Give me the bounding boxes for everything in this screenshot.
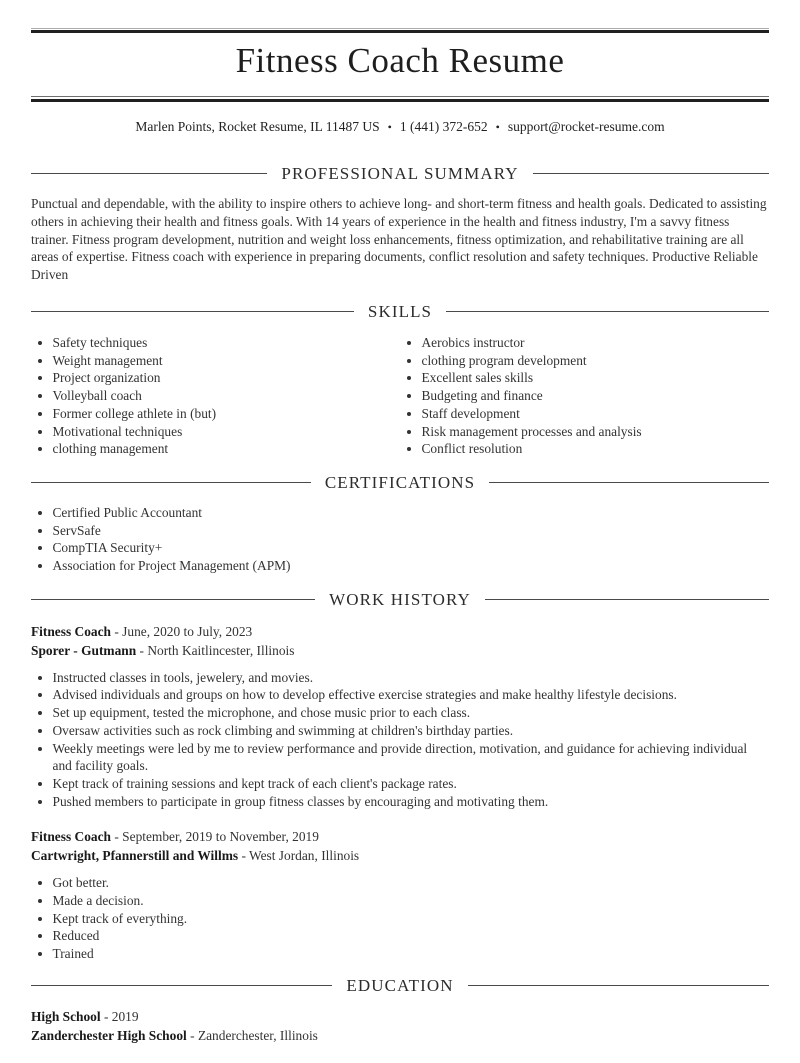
- skills-columns: [31, 334, 769, 458]
- skill-item: • Project organization: [53, 369, 401, 387]
- certification-item: • Certified Public Accountant: [53, 504, 770, 522]
- job-dates: June, 2020 to July, 2023: [122, 623, 253, 639]
- education-entry: [31, 1007, 769, 1045]
- heading-rule-right: [485, 599, 769, 600]
- heading-rule-left: [31, 599, 315, 600]
- job-dates: September, 2019 to November, 2019: [122, 829, 319, 845]
- education-school: Zanderchester High School: [31, 1027, 187, 1043]
- contact-address: Marlen Points, Rocket Resume, IL 11487 US: [135, 119, 380, 134]
- heading-rule-left: [31, 482, 311, 483]
- dash-separator: -: [190, 1027, 195, 1043]
- skill-item: • Excellent sales skills: [422, 369, 770, 387]
- heading-rule-right: [446, 311, 769, 312]
- job-bullet: • Advised individuals and groups on how to develop effective exercise strategies and make healthy lifestyle decisions.: [53, 686, 770, 704]
- skill-item: • clothing program development: [422, 352, 770, 370]
- job-bullet-list: [31, 874, 769, 963]
- job-title: Fitness Coach: [31, 623, 111, 639]
- skills-list-left: [31, 334, 400, 458]
- job-bullet: • Kept track of training sessions and kept track of each client's package rates.: [53, 775, 770, 793]
- resume-page: [0, 28, 800, 1063]
- job-bullet: • Instructed classes in tools, jewelery, and movies.: [53, 669, 770, 687]
- job-entry: [31, 827, 769, 963]
- education-school-line: [31, 1026, 769, 1045]
- job-bullet: • Oversaw activities such as rock climbing and swimming at children's birthday parties.: [53, 722, 770, 740]
- certifications-list: [31, 504, 769, 575]
- skill-item: • clothing management: [53, 440, 401, 458]
- dash-separator: -: [114, 829, 119, 845]
- dash-separator: -: [139, 642, 144, 658]
- education-section: [31, 975, 769, 1045]
- job-title-line: [31, 622, 769, 641]
- education-degree: High School: [31, 1008, 101, 1024]
- section-heading-summary: PROFESSIONAL SUMMARY: [281, 164, 519, 183]
- section-heading-education: EDUCATION: [346, 975, 454, 995]
- skills-list-right: [400, 334, 769, 458]
- professional-summary-section: [31, 163, 769, 284]
- heading-rule-right: [468, 985, 769, 986]
- dash-separator: -: [241, 848, 246, 864]
- certification-item: • ServSafe: [53, 522, 770, 540]
- skill-item: • Budgeting and finance: [422, 387, 770, 405]
- header-bottom-rule: [31, 96, 769, 102]
- heading-rule-right: [533, 173, 769, 174]
- job-bullet-list: [31, 669, 769, 811]
- skill-item: • Risk management processes and analysis: [422, 423, 770, 441]
- contact-email: support@rocket-resume.com: [507, 119, 665, 134]
- skill-item: • Weight management: [53, 352, 401, 370]
- job-title: Fitness Coach: [31, 829, 111, 845]
- job-title-line: [31, 827, 769, 846]
- job-company-line: [31, 846, 769, 865]
- section-heading-row: [31, 472, 769, 493]
- skill-item: • Staff development: [422, 405, 770, 423]
- education-location: Zanderchester, Illinois: [197, 1027, 318, 1043]
- header-top-rule: [31, 28, 769, 33]
- contact-phone: 1 (441) 372-652: [399, 119, 488, 134]
- dash-separator: -: [114, 623, 119, 639]
- section-heading-row: [31, 163, 769, 184]
- skill-item: • Safety techniques: [53, 334, 401, 352]
- job-company-line: [31, 641, 769, 660]
- bullet-separator: •: [495, 120, 500, 134]
- education-year: 2019: [111, 1008, 139, 1024]
- job-bullet: • Got better.: [53, 874, 770, 892]
- section-heading-row: [31, 589, 769, 610]
- skill-item: • Former college athlete in (but): [53, 405, 401, 423]
- heading-rule-left: [31, 985, 332, 986]
- dash-separator: -: [103, 1008, 109, 1024]
- section-heading-certifications: CERTIFICATIONS: [324, 472, 476, 492]
- section-heading-work-history: WORK HISTORY: [329, 589, 471, 609]
- section-heading-skills: SKILLS: [367, 301, 433, 321]
- bullet-separator: •: [387, 120, 392, 134]
- job-company: Sporer - Gutmann: [31, 642, 137, 658]
- job-location: West Jordan, Illinois: [249, 848, 360, 864]
- certification-item: • Association for Project Management (APM): [53, 557, 770, 575]
- section-heading-row: [31, 301, 769, 322]
- job-bullet: • Reduced: [53, 927, 770, 945]
- heading-rule-left: [31, 311, 354, 312]
- page-title: Fitness Coach Resume: [235, 41, 565, 80]
- summary-text: Punctual and dependable, with the ability to inspire others to achieve long- and short-term fitness and health goals. Dedicated to assisting others in achieving their health and fitness goals. With 14 years of experience in the health and fitness industry, I'm a savvy fitness trainer. Fitness program development, nutrition and weight loss enhancements, fitness optimization, and rehabilitative training are all areas of expertise. Fitness coach with experience in preparing documents, conflict resolution and safety techniques. Productive Reliable Driven: [31, 196, 767, 283]
- job-bullet: • Trained: [53, 945, 770, 963]
- job-entry: [31, 622, 769, 811]
- certifications-section: [31, 472, 769, 575]
- skill-item: • Conflict resolution: [422, 440, 770, 458]
- heading-rule-left: [31, 173, 267, 174]
- job-location: North Kaitlincester, Illinois: [147, 642, 295, 658]
- certification-item: • CompTIA Security+: [53, 539, 770, 557]
- heading-rule-right: [489, 482, 769, 483]
- contact-line: [31, 118, 769, 136]
- job-company: Cartwright, Pfannerstill and Willms: [31, 848, 239, 864]
- skill-item: • Aerobics instructor: [422, 334, 770, 352]
- skills-section: [31, 301, 769, 458]
- job-bullet: • Made a decision.: [53, 892, 770, 910]
- skill-item: • Motivational techniques: [53, 423, 401, 441]
- job-bullet: • Pushed members to participate in group fitness classes by encouraging and motivating them.: [53, 793, 770, 811]
- job-bullet: • Set up equipment, tested the microphone, and chose music prior to each class.: [53, 704, 770, 722]
- education-degree-line: [31, 1007, 769, 1026]
- section-heading-row: [31, 975, 769, 996]
- job-bullet: • Kept track of everything.: [53, 910, 770, 928]
- job-bullet: • Weekly meetings were led by me to review performance and provide direction, motivation, and guidance for achieving individual and facility goals.: [53, 740, 770, 775]
- work-history-section: [31, 589, 769, 963]
- skill-item: • Volleyball coach: [53, 387, 401, 405]
